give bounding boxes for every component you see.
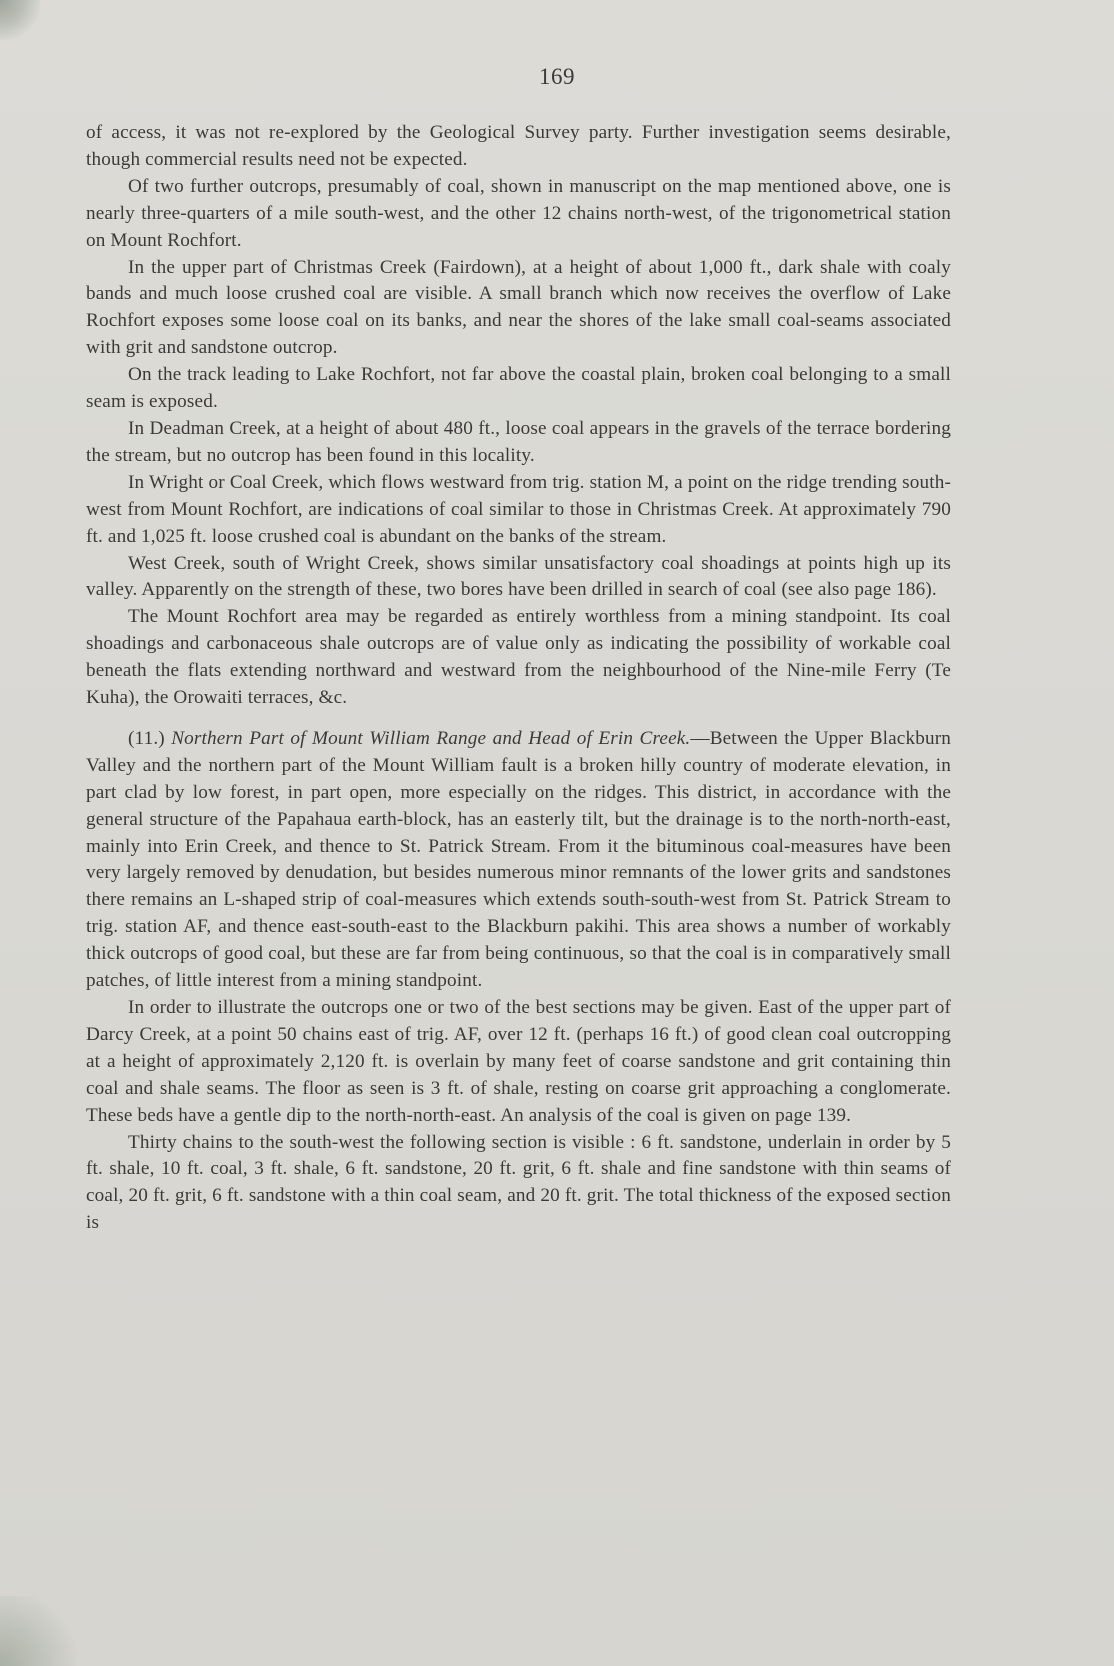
section-paragraph bbox=[86, 726, 951, 995]
paragraph: of access, it was not re-explored by the Geological Survey party. Further investigation seems desirable, though commercial results need not be expected. bbox=[86, 122, 951, 170]
paragraph: In order to illustrate the outcrops one or two of the best sections may be given. East of the upper part of Darcy Creek, at a point 50 chains east of trig. AF, over 12 ft. (perhaps 16 ft.) of good clean coal outcropping at a height of approximately 2,120 ft. is overlain by many feet of coarse sandstone and grit containing thin coal and shale seams. The floor as seen is 3 ft. of shale, resting on coarse grit approaching a conglomerate. These beds have a gentle dip to the north-north-east. An analysis of the coal is given on page 139. bbox=[86, 997, 951, 1126]
body-text bbox=[86, 120, 951, 1237]
paragraph: In Wright or Coal Creek, which flows westward from trig. station M, a point on the ridge trending south-west from Mount Rochfort, are indications of coal similar to those in Christmas Creek. At approximately 790 ft. and 1,025 ft. loose crushed coal is abundant on the banks of the stream. bbox=[86, 471, 951, 547]
page-number: 169 bbox=[539, 64, 575, 89]
paragraph: Of two further outcrops, presumably of coal, shown in manuscript on the map mentioned above, one is nearly three-quarters of a mile south-west, and the other 12 chains north-west, of the trigonometrical station on Mount Rochfort. bbox=[86, 175, 951, 251]
page-corner-shadow bbox=[0, 0, 40, 40]
paragraph: On the track leading to Lake Rochfort, not far above the coastal plain, broken coal belonging to a small seam is exposed. bbox=[86, 364, 951, 413]
paragraph: In Deadman Creek, at a height of about 480 ft., loose coal appears in the gravels of the terrace bordering the stream, but no outcrop has been found in this locality. bbox=[86, 417, 951, 466]
paragraph: The Mount Rochfort area may be regarded as entirely worthless from a mining standpoint. Its coal shoadings and carbonaceous shale outcrops are of value only as indicating the possibility of workable coal beneath the flats extending northward and westward from the neighbourhood of the Nine-mile Ferry (Te Kuha), the Orowaiti terraces, &c. bbox=[86, 606, 951, 709]
paragraph: West Creek, south of Wright Creek, shows similar unsatisfactory coal shoadings at points high up its valley. Apparently on the strength of these, two bores have been drilled in search of coal (see also page 186). bbox=[86, 552, 951, 601]
paragraph: Thirty chains to the south-west the following section is visible : 6 ft. sandstone, underlain in order by 5 ft. shale, 10 ft. coal, 3 ft. shale, 6 ft. sandstone, 20 ft. grit, 6 ft. shale and fine sandstone with thin seams of coal, 20 ft. grit, 6 ft. sandstone with a thin coal seam, and 20 ft. grit. The total thickness of the exposed section is bbox=[86, 1131, 951, 1234]
paragraph: In the upper part of Christmas Creek (Fairdown), at a height of about 1,000 ft., dark shale with coaly bands and much loose crushed coal are visible. A small branch which now receives the overflow of Lake Rochfort exposes some loose coal on its banks, and near the shores of the lake small coal-seams associated with grit and sandstone outcrop. bbox=[86, 256, 951, 359]
section-heading: Northern Part of Mount William Range and Head of Erin Creek. bbox=[171, 727, 691, 749]
section-lead-text: —Between the Upper Blackburn Valley and the northern part of the Mount William fault is a broken hilly country of moderate elevation, in part clad by low forest, in part open, more especially on the ridges. This district, in accordance with the general structure of the Papahaua earth-block, has an easterly tilt, but the drainage is to the north-north-east, mainly into Erin Creek, and thence to St. Patrick Stream. From it the bituminous coal-measures have been very largely removed by denudation, but besides numerous minor remnants of the lower grits and sandstones there remains an L-shaped strip of coal-measures which extends south-south-west from St. Patrick Stream to trig. station AF, and thence east-south-east to the Blackburn pakihi. This area shows a number of workably thick outcrops of good coal, but these are far from being continuous, so that the coal is in comparatively small patches, of little interest from a mining standpoint. bbox=[86, 727, 951, 992]
section-number: (11.) bbox=[128, 727, 165, 749]
page-corner-shadow bbox=[0, 1596, 80, 1666]
